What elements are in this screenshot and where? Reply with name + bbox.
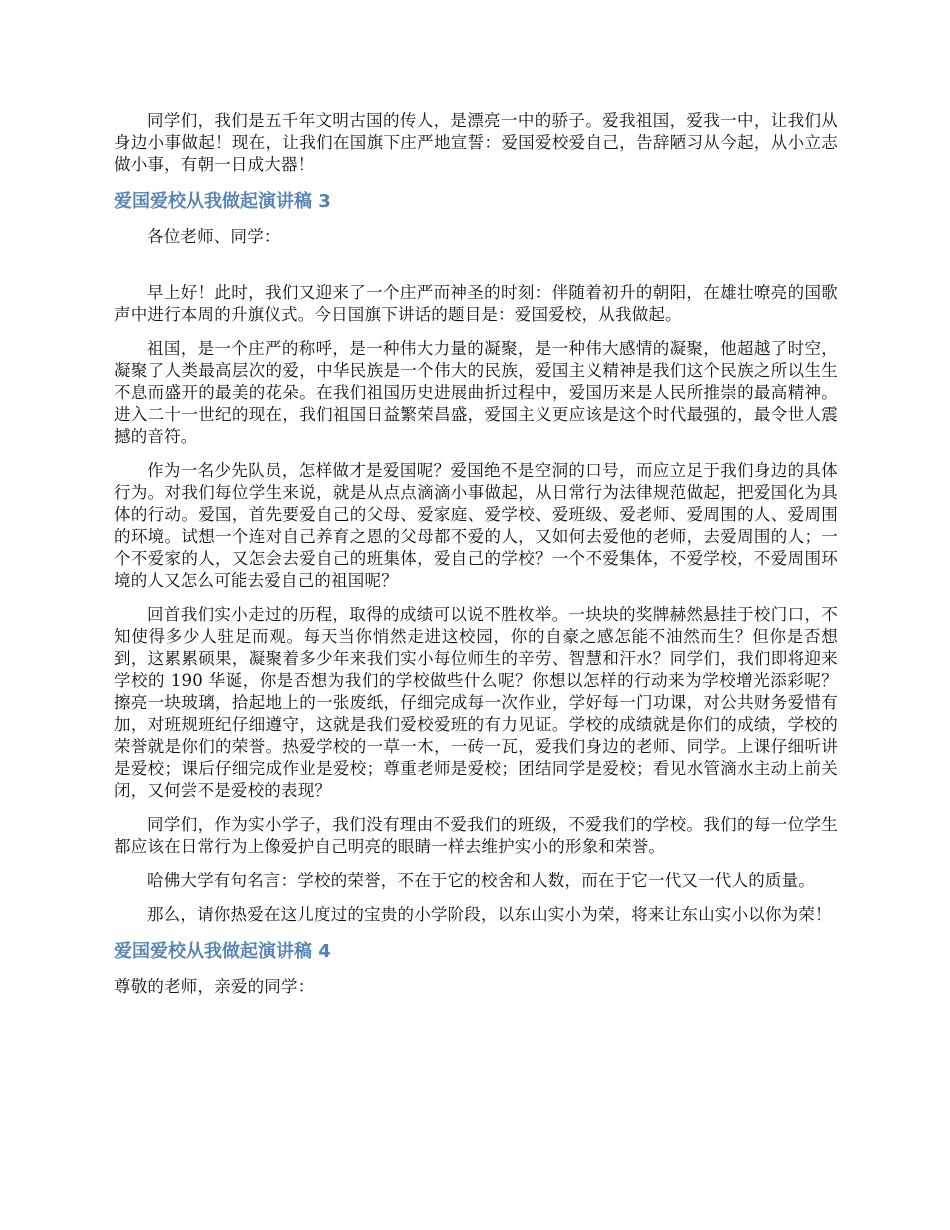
paragraph-greeting: 各位老师、同学： <box>147 227 281 246</box>
section-heading-4: 爱国爱校从我做起演讲稿 4 <box>114 941 331 962</box>
document-body <box>114 110 838 998</box>
paragraph-morning: 早上好！此时，我们又迎来了一个庄严而神圣的时刻：伴随着初升的朝阳，在雄壮嘹亮的国歌声中进行本周的升旗仪式。今日国旗下讲话的题目是：爱国爱校，从我做起。 <box>114 283 838 324</box>
paragraph-young-pioneer: 作为一名少先队员，怎样做才是爱国呢？爱国绝不是空洞的口号，而应立足于我们身边的具体行为。对我们每位学生来说，就是从点点滴滴小事做起，从日常行为法律规范做起，把爱国化为具体的行动。爱国，首先要爱自己的父母、爱家庭、爱学校、爱班级、爱老师、爱周围的人、爱周围的环境。试想一个连对自己养育之恩的父母都不爱的人，又如何去爱他的老师，去爱周围的人；一个不爱家的人，又怎会去爱自己的班集体，爱自己的学校？一个不爱集体，不爱学校，不爱周围环境的人又怎么可能去爱自己的祖国呢？ <box>114 461 838 590</box>
paragraph-oath: 同学们，我们是五千年文明古国的传人，是漂亮一中的骄子。爱我祖国，爱我一中，让我们从身边小事做起！现在，让我们在国旗下庄严地宣誓：爱国爱校爱自己，告辞陋习从今起，从小立志做小事，有朝一日成大器！ <box>114 111 838 174</box>
paragraph-school-history: 回首我们实小走过的历程，取得的成绩可以说不胜枚举。一块块的奖牌赫然悬挂于校门口，不知使得多少人驻足而观。每天当你悄然走进这校园，你的自豪之感怎能不油然而生？但你是否想到，这累累硕果，凝聚着多少年来我们实小每位师生的辛劳、智慧和汗水？同学们，我们即将迎来学校的 190 华诞，你是否想为我们的学校做些什么呢？你想以怎样的行动来为学校增光添彩呢？擦亮一块玻璃，拾起地上的一张废纸，仔细完成每一次作业，学好每一门功课，对公共财务爱惜有加，对班规班纪仔细遵守，这就是我们爱校爱班的有力见证。学校的成绩就是你们的成绩，学校的荣誉就是你们的荣誉。热爱学校的一草一木，一砖一瓦，爱我们身边的老师、同学。上课仔细听讲是爱校；课后仔细完成作业是爱校；尊重老师是爱校；团结同学是爱校；看见水管滴水主动上前关闭，又何尝不是爱校的表现？ <box>114 605 838 800</box>
paragraph-classmates: 同学们，作为实小学子，我们没有理由不爱我们的班级，不爱我们的学校。我们的每一位学生都应该在日常行为上像爱护自己明亮的眼睛一样去维护实小的形象和荣誉。 <box>114 815 838 856</box>
paragraph-closing: 那么，请你热爱在这儿度过的宝贵的小学阶段，以东山实小为荣，将来让东山实小以你为荣！ <box>147 905 832 924</box>
paragraph-salutation: 尊敬的老师，亲爱的同学： <box>114 977 315 996</box>
paragraph-harvard-quote: 哈佛大学有句名言：学校的荣誉，不在于它的校舍和人数，而在于它一代又一代人的质量。 <box>147 871 815 890</box>
paragraph-motherland: 祖国，是一个庄严的称呼，是一种伟大力量的凝聚，是一种伟大感情的凝聚，他超越了时空，凝聚了人类最高层次的爱，中华民族是一个伟大的民族，爱国主义精神是我们这个民族之所以生生不息而盛开的最美的花朵。在我们祖国历史进展曲折过程中，爱国历来是人民所推崇的最高精神。进入二十一世纪的现在，我们祖国日益繁荣昌盛，爱国主义更应该是这个时代最强的，最令世人震撼的音符。 <box>114 339 838 446</box>
section-heading-3: 爱国爱校从我做起演讲稿 3 <box>114 191 331 212</box>
